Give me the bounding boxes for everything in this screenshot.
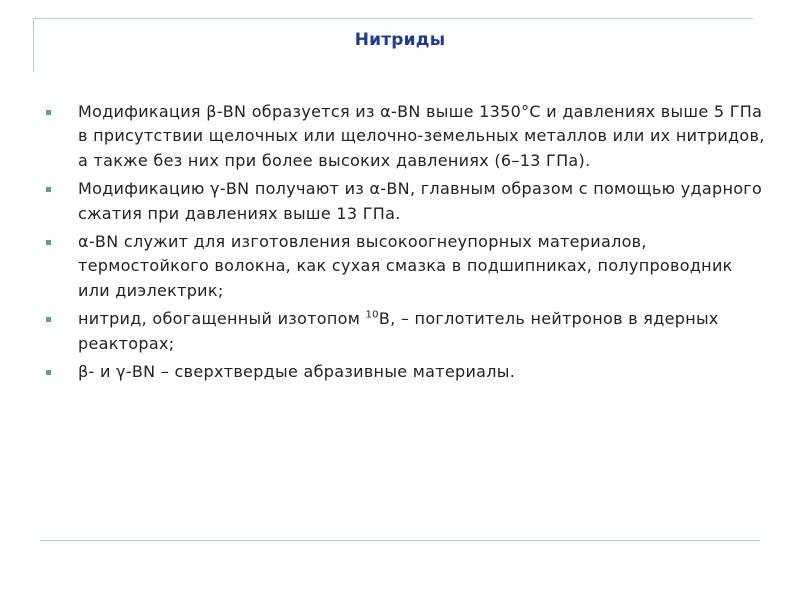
bullet-text-before: нитрид, обогащенный изотопом (78, 309, 366, 329)
bullet-text-after: B, – поглотитель нейтронов в ядерных реакторах; (78, 309, 719, 353)
square-bullet-icon (46, 240, 51, 245)
bullet-text: Модификацию γ-BN получают из α-BN, главным образом с помощью ударного сжатия при давлениях выше 13 ГПа. (78, 179, 763, 223)
isotope-superscript: 10 (365, 309, 379, 321)
footer-divider (40, 540, 760, 541)
slide-title: Нитриды (354, 30, 446, 50)
bullet-text: α-BN служит для изготовления высокоогнеупорных материалов, термостойкого волокна, как сухая смазка в подшипниках, полупроводник или диэлектрик; (78, 232, 733, 300)
bullet-text: β- и γ-BN – сверхтвердые абразивные материалы. (78, 362, 516, 382)
bullet-item-abrasives (46, 360, 766, 384)
bullet-item-beta-bn (46, 100, 766, 173)
bullet-text: Модификация β-BN образуется из α-BN выше 1350°С и давлениях выше 5 ГПа в присутствии щелочных или щелочно-земельных металлов или их нитридов, а также без них при более высоких давлениях (6–13 ГПа). (78, 102, 765, 170)
bullet-list (46, 100, 766, 388)
bullet-item-isotope-nitride (46, 307, 766, 356)
bullet-item-alpha-bn-uses (46, 230, 766, 303)
bullet-item-gamma-bn (46, 177, 766, 226)
title-frame-top-line (33, 18, 753, 19)
square-bullet-icon (46, 317, 51, 322)
square-bullet-icon (46, 110, 51, 115)
square-bullet-icon (46, 370, 51, 375)
square-bullet-icon (46, 187, 51, 192)
